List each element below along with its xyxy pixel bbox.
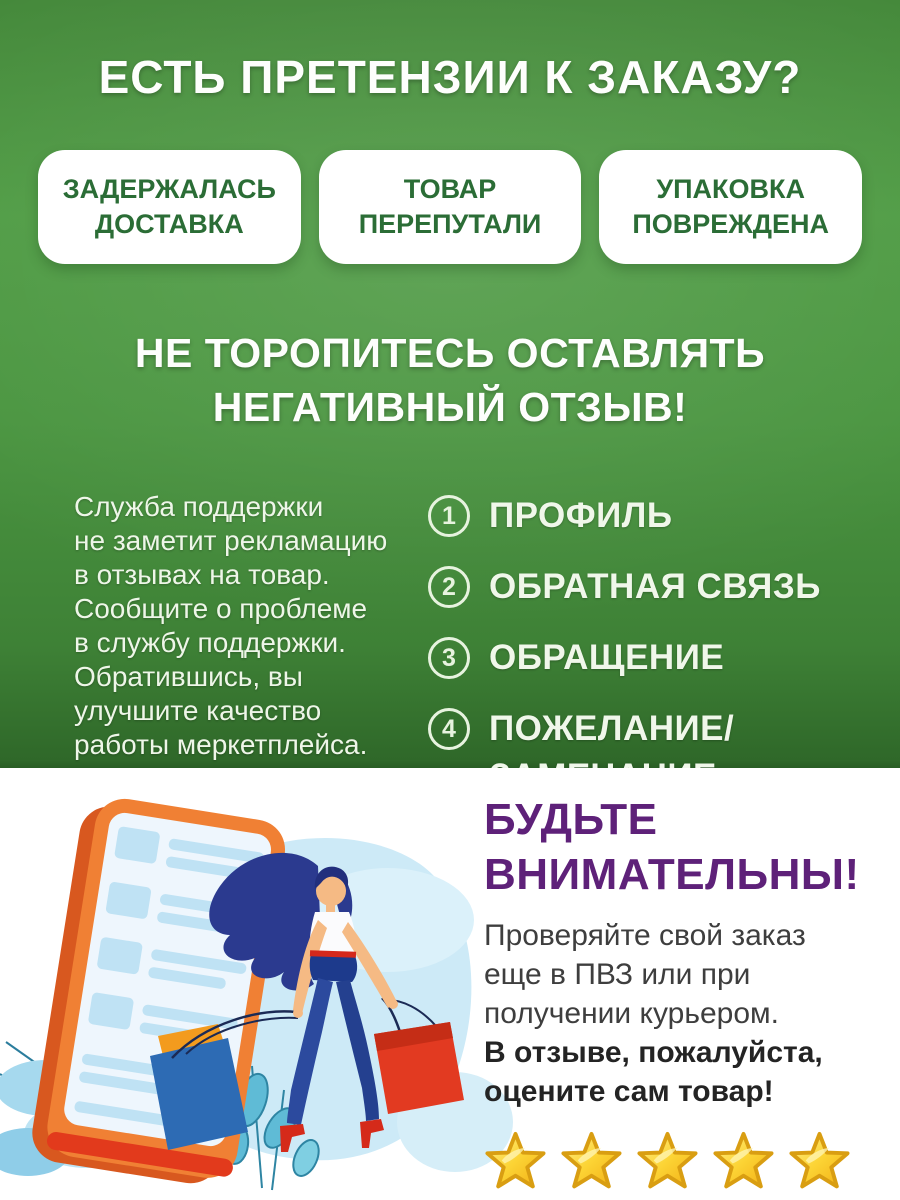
star-icon [636, 1131, 699, 1192]
step-label: ОБРАЩЕНИЕ [489, 638, 725, 677]
claim-card-line: ЗАДЕРЖАЛАСЬ [62, 174, 276, 204]
step-number-badge: 2 [428, 566, 470, 608]
support-note-line: в службу поддержки. [74, 627, 346, 658]
footer-bold-line: оцените сам товар! [484, 1075, 774, 1108]
step-label: ПОЖЕЛАНИЕ/ [489, 709, 735, 748]
claim-card-wrong-item [319, 150, 582, 264]
hero-subtitle-line1: НЕ ТОРОПИТЕСЬ ОСТАВЛЯТЬ [134, 330, 766, 376]
footer-body [484, 916, 884, 1111]
claim-card-line: УПАКОВКА [656, 174, 806, 204]
footer-title-line2: ВНИМАТЕЛЬНЫ! [484, 850, 860, 899]
star-icon [712, 1131, 775, 1192]
rating-stars [484, 1131, 884, 1192]
step-number-badge: 3 [428, 637, 470, 679]
claim-card-line: ПЕРЕПУТАЛИ [358, 209, 542, 239]
hero-subtitle-line2: НЕГАТИВНЫЙ ОТЗЫВ! [212, 384, 688, 430]
footer-bold-line: В отзыве, пожалуйста, [484, 1036, 823, 1069]
footer-body-line: Проверяйте свой заказ [484, 919, 806, 952]
step-label: ПРОФИЛЬ [489, 496, 673, 535]
step-item-request [428, 634, 821, 682]
support-note-line: не заметит рекламацию [74, 525, 388, 556]
footer-text-block [484, 792, 884, 1192]
step-number-badge: 1 [428, 495, 470, 537]
claim-card-damaged-packaging [599, 150, 862, 264]
footer-title-line1: БУДЬТЕ [484, 795, 658, 844]
hero-title: ЕСТЬ ПРЕТЕНЗИИ К ЗАКАЗУ? [98, 51, 802, 103]
claim-cards [0, 150, 900, 264]
claim-card-line: ПОВРЕЖДЕНА [632, 209, 829, 239]
footer-body-line: еще в ПВЗ или при [484, 958, 751, 991]
step-item-feedback [428, 563, 821, 611]
step-label: ОБРАТНАЯ СВЯЗЬ [489, 567, 821, 606]
shopping-woman-phone-illustration [0, 770, 530, 1200]
star-icon [484, 1131, 547, 1192]
support-note-line: в отзывах на товар. [74, 559, 330, 590]
hero-subtitle [0, 326, 900, 434]
star-icon [788, 1131, 851, 1192]
support-note-line: Сообщите о проблеме [74, 593, 368, 624]
footer-body-line: получении курьером. [484, 997, 779, 1030]
claim-card-delayed-delivery [38, 150, 301, 264]
support-note-line: работы меркетплейса. [74, 729, 368, 760]
claim-card-line: ДОСТАВКА [94, 209, 244, 239]
footer-title [484, 792, 884, 902]
step-item-profile [428, 492, 821, 540]
claim-card-line: ТОВАР [403, 174, 497, 204]
support-note-line: Обратившись, вы [74, 661, 303, 692]
support-note-line: Служба поддержки [74, 491, 324, 522]
star-icon [560, 1131, 623, 1192]
footer-section [0, 768, 900, 1200]
step-number-badge: 4 [428, 708, 470, 750]
support-note-line: улучшите качество [74, 695, 322, 726]
